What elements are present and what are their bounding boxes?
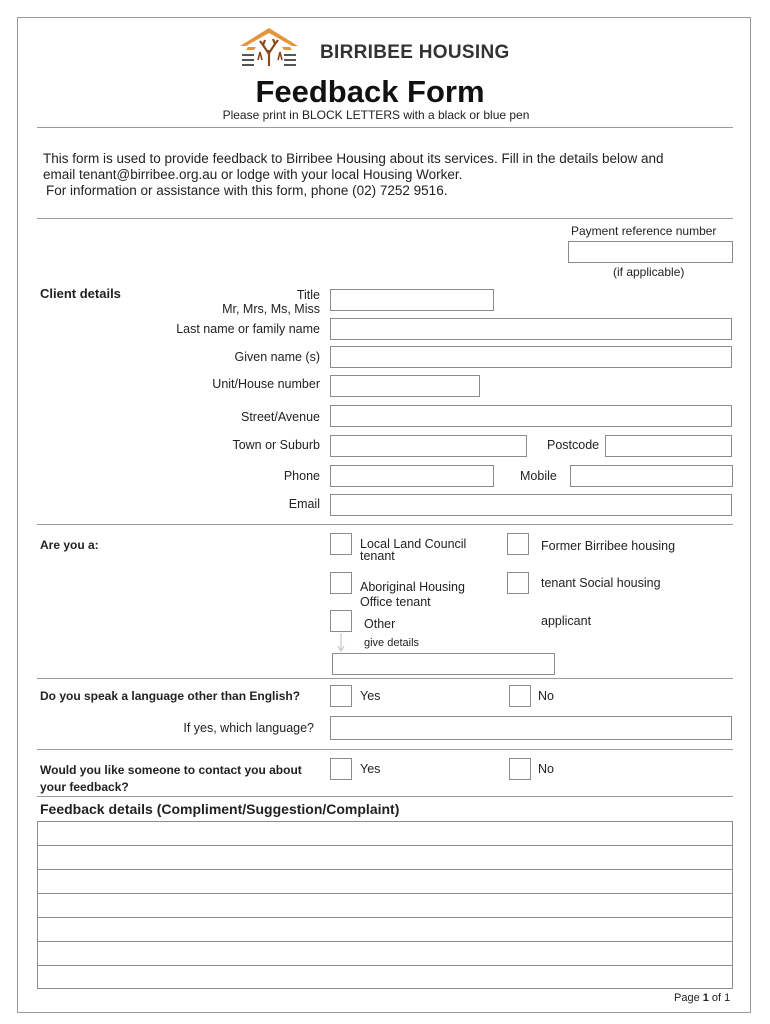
which-language-label: If yes, which language? [183,721,314,735]
payment-ref-note: (if applicable) [613,265,685,279]
email-label: Email [288,497,320,511]
land-council-line-1: Local Land Council [360,537,467,551]
language-yes-checkbox[interactable] [330,685,352,707]
divider [37,127,733,128]
title-label: Title [296,288,320,302]
client-details-heading: Client details [40,286,121,301]
payment-ref-input[interactable] [568,241,733,263]
other-details-input[interactable] [332,653,555,675]
last-name-label: Last name or family name [176,322,320,336]
page-current: 1 [702,992,709,1004]
birribee-logo-icon [238,26,300,70]
mobile-input[interactable] [570,465,733,487]
divider [37,678,733,679]
mobile-label: Mobile [520,469,557,483]
page-title: Feedback Form [255,74,485,109]
land-council-checkbox[interactable] [330,533,352,555]
former-birribee-checkbox[interactable] [507,533,529,555]
which-language-input[interactable] [330,716,732,740]
intro-line-2: email tenant@birribee.org.au or lodge with your local Housing Worker. [43,167,463,182]
contact-yes-label: Yes [360,762,381,776]
former-birribee-label: Former Birribee housing [541,539,676,553]
intro-line-3: For information or assistance with this form, phone (02) 7252 9516. [46,183,448,198]
feedback-rule [37,941,733,942]
email-input[interactable] [330,494,732,516]
postcode-label: Postcode [547,438,600,452]
language-question: Do you speak a language other than English? [40,689,301,703]
unit-input[interactable] [330,375,480,397]
title-input[interactable] [330,289,494,311]
aboriginal-housing-checkbox[interactable] [330,572,352,594]
page-number [674,992,730,1004]
feedback-rule [37,893,733,894]
brand-name: BIRRIBEE HOUSING [320,42,510,63]
feedback-rule [37,845,733,846]
title-hint: Mr, Mrs, Ms, Miss [222,302,320,316]
feedback-rule [37,917,733,918]
land-council-option [360,538,466,562]
street-input[interactable] [330,405,732,427]
divider [37,218,733,219]
divider [37,749,733,750]
feedback-textarea[interactable] [37,821,733,989]
contact-no-label: No [538,762,554,776]
phone-input[interactable] [330,465,494,487]
feedback-rule [37,869,733,870]
land-council-line-2: tenant [360,549,395,563]
feedback-heading: Feedback details (Compliment/Suggestion/Complaint) [40,801,400,817]
subtitle: Please print in BLOCK LETTERS with a black or blue pen [222,108,530,122]
divider [37,524,733,525]
language-no-label: No [538,689,554,703]
town-label: Town or Suburb [232,438,320,452]
aboriginal-line-2: Office tenant [360,595,431,609]
arrow-down-icon [336,633,346,653]
other-checkbox[interactable] [330,610,352,632]
payment-ref-label: Payment reference number [571,224,717,238]
given-name-label: Given name (s) [234,350,320,364]
divider [37,796,733,797]
social-housing-line-2: applicant [541,614,592,628]
contact-question-line-2: your feedback? [40,780,129,794]
contact-question-line-1: Would you like someone to contact you about [40,763,302,777]
contact-question [40,762,302,796]
contact-no-checkbox[interactable] [509,758,531,780]
feedback-rule [37,965,733,966]
phone-label: Phone [283,469,320,483]
are-you-label: Are you a: [40,538,99,552]
town-input[interactable] [330,435,527,457]
intro-text [43,151,664,199]
give-details-label: give details [364,637,420,649]
given-name-input[interactable] [330,346,732,368]
last-name-input[interactable] [330,318,732,340]
intro-line-1: This form is used to provide feedback to Birribee Housing about its services. Fill in the details below and [43,151,664,166]
page-suffix: of 1 [708,992,731,1004]
aboriginal-housing-option [360,580,465,610]
language-no-checkbox[interactable] [509,685,531,707]
language-yes-label: Yes [360,689,381,703]
social-housing-line-1: tenant Social housing [541,576,661,590]
other-label: Other [364,617,396,631]
contact-yes-checkbox[interactable] [330,758,352,780]
street-label: Street/Avenue [241,410,320,424]
social-housing-checkbox[interactable] [507,572,529,594]
page-prefix: Page [674,992,703,1004]
unit-label: Unit/House number [212,377,320,391]
aboriginal-line-1: Aboriginal Housing [360,580,465,594]
postcode-input[interactable] [605,435,732,457]
